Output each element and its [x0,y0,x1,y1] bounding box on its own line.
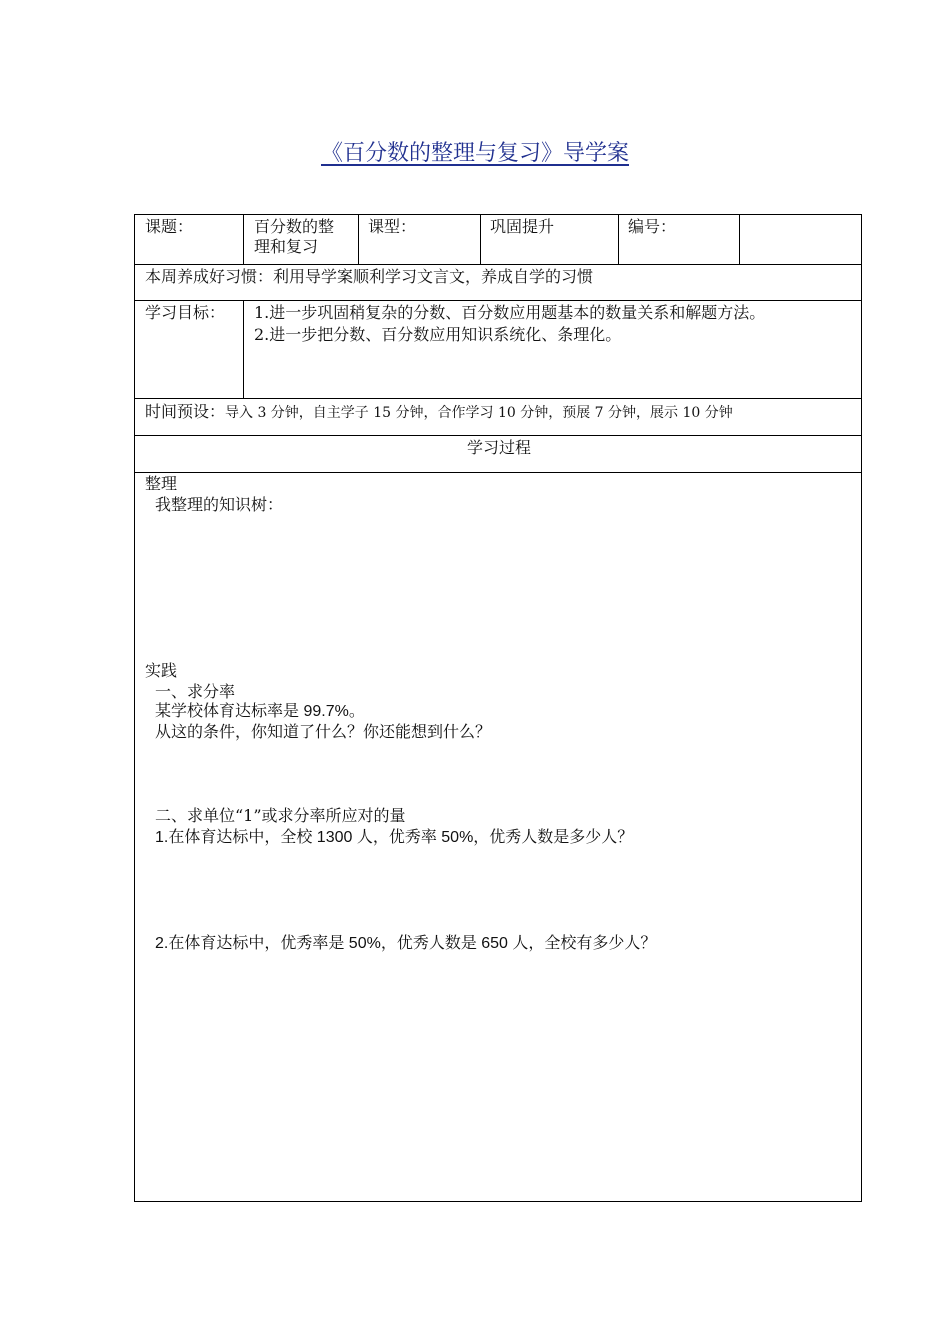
section1-line2: 从这的条件，你知道了什么？你还能想到什么？ [155,722,492,741]
row-divider [135,435,861,436]
row-divider [135,264,861,265]
section2-title: 二、求单位“1”或求分率所应对的量 [155,806,406,825]
column-divider [618,215,619,264]
topic-value-line1: 百分数的整 [254,217,335,236]
time-label: 时间预设： [145,402,226,421]
document-title: 《百分数的整理与复习》导学案 [320,141,629,166]
type-label: 课型： [368,217,417,236]
practice-heading: 实践 [145,661,178,680]
column-divider [243,300,244,398]
question-2: 2.在体育达标中，优秀率是 50%，优秀人数是 650 人，全校有多少人？ [155,935,657,952]
section1-line1: 某学校体育达标率是 99.7%。 [155,703,365,720]
type-value: 巩固提升 [490,217,555,236]
study-plan-table [134,214,862,1202]
column-divider [358,215,359,264]
organize-prompt: 我整理的知识树： [155,495,284,514]
habit-text: 本周养成好习惯：利用导学案顺利学习文言文，养成自学的习惯 [145,267,594,286]
section1-title: 一、求分率 [155,682,236,701]
objective-item-1: 1.进一步巩固稍复杂的分数、百分数应用题基本的数量关系和解题方法。 [254,303,766,322]
organize-heading: 整理 [145,474,178,493]
question-1: 1.在体育达标中，全校 1300 人，优秀率 50%，优秀人数是多少人？ [155,829,634,846]
column-divider [243,215,244,264]
process-heading: 学习过程 [466,438,531,457]
objective-item-2: 2.进一步把分数、百分数应用知识系统化、条理化。 [254,325,622,344]
topic-label: 课题： [145,217,194,236]
row-divider [135,398,861,399]
topic-value-line2: 理和复习 [254,237,319,256]
number-label: 编号： [628,217,677,236]
objectives-label: 学习目标： [145,303,226,322]
column-divider [480,215,481,264]
row-divider [135,472,861,473]
time-value: 导入 3 分钟，自主学子 15 分钟，合作学习 10 分钟，预展 7 分钟，展示 10 分钟 [225,405,733,421]
column-divider [739,215,740,264]
